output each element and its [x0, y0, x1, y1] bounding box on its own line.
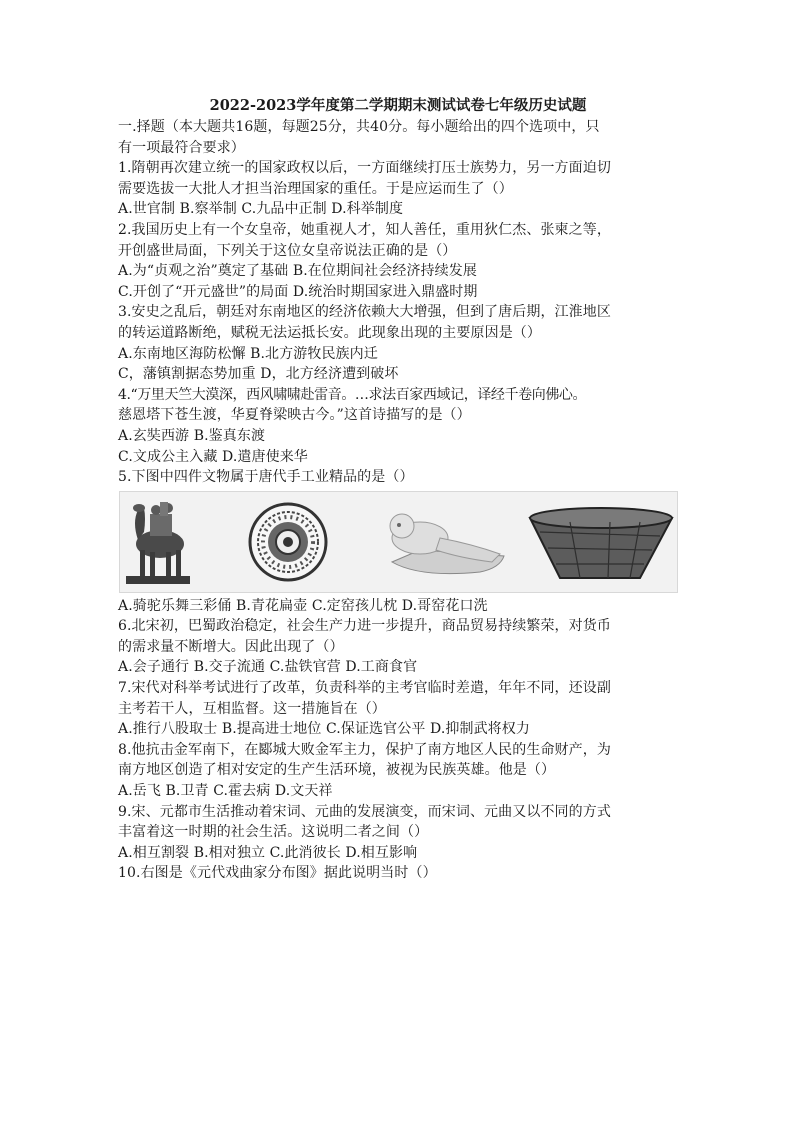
- question-4-options-row-1: A.玄奘西游 B.鉴真东渡: [118, 427, 266, 444]
- exam-page: [118, 96, 678, 884]
- question-6-options: A.会子通行 B.交子流通 C.盐铁官营 D.工商食官: [118, 659, 418, 676]
- artifacts-figure: [119, 491, 678, 593]
- ding-kiln-pillow-image: [390, 514, 504, 574]
- exam-title: 2022-2023学年度第二学期期末测试试卷七年级历史试题: [209, 97, 587, 114]
- question-1-stem-line-2: 需要选拔一大批人才担当治理国家的重任。于是应运而生了（）: [118, 180, 513, 197]
- question-2-options-row-2: C.开创了“开元盛世”的局面 D.统治时期国家进入鼎盛时期: [118, 283, 478, 300]
- question-6-stem-line-1: 6.北宋初，巴蜀政治稳定，社会生产力进一步提升，商品贸易持续繁荣，对货币: [118, 618, 611, 635]
- question-9-stem-line-2: 丰富着这一时期的社会生活。这说明二者之间（）: [118, 824, 429, 841]
- question-3-options-row-1: A.东南地区海防松懈 B.北方游牧民族内迁: [118, 345, 378, 362]
- question-7-options: A.推行八股取士 B.提高进士地位 C.保证选官公平 D.抑制武将权力: [118, 721, 530, 738]
- question-2-stem-line-2: 开创盛世局面，下列关于这位女皇帝说法正确的是（）: [118, 242, 457, 259]
- question-6-stem-line-2: 的需求量不断增大。因此出现了（）: [118, 638, 344, 655]
- section-heading-line-2: 有一项最符合要求）: [118, 139, 245, 156]
- question-5-stem: 5.下图中四件文物属于唐代手工业精品的是（）: [118, 469, 414, 486]
- question-7-stem-line-2: 主考若干人，互相监督。这一措施旨在（）: [118, 700, 386, 717]
- question-3-options-row-2: C，藩镇割据态势加重 D，北方经济遭到破坏: [118, 366, 399, 383]
- question-5-options: A.骑驼乐舞三彩俑 B.青花扁壶 C.定窑孩儿枕 D.哥窑花口洗: [118, 597, 488, 614]
- question-9-options: A.相互割裂 B.相对独立 C.此消彼长 D.相互影响: [118, 844, 418, 861]
- question-4-options-row-2: C.文成公主入藏 D.遣唐使来华: [118, 448, 308, 465]
- question-3-stem-line-2: 的转运道路断绝，赋税无法运抵长安。此现象出现的主要原因是（）: [118, 324, 541, 341]
- question-2-stem-line-1: 2.我国历史上有一个女皇帝，她重视人才，知人善任，重用狄仁杰、张柬之等，: [118, 221, 611, 238]
- question-1-stem-line-1: 1.隋朝再次建立统一的国家政权以后，一方面继续打压士族势力，另一方面迫切: [118, 160, 611, 177]
- question-4-stem-line-1: 4.“万里天竺大漠深，西风啸啸赴雷音。…求法百家西域记，译经千卷向佛心。: [118, 386, 587, 403]
- section-heading-line-1: 一.择题（本大题共16题，每题25分，共40分。每小题给出的四个选项中，只: [118, 119, 600, 135]
- camel-figurine-image: [126, 502, 190, 584]
- question-10-stem: 10.右图是《元代戏曲家分布图》据此说明当时（）: [118, 865, 437, 882]
- question-8-options: A.岳飞 B.卫青 C.霍去病 D.文天祥: [118, 783, 333, 800]
- question-9-stem-line-1: 9.宋、元都市生活推动着宋词、元曲的发展演变，而宋词、元曲又以不同的方式: [118, 803, 611, 820]
- ge-kiln-washer-image: [530, 508, 672, 578]
- question-8-stem-line-2: 南方地区创造了相对安定的生产生活环境，被视为民族英雄。他是（）: [118, 762, 556, 779]
- question-2-options-row-1: A.为“贞观之治”奠定了基础 B.在位期间社会经济持续发展: [118, 263, 477, 280]
- question-7-stem-line-1: 7.宋代对科举考试进行了改革，负责科举的主考官临时差遣，年年不同，还设副: [118, 680, 611, 697]
- question-1-options: A.世官制 B.察举制 C.九品中正制 D.科举制度: [118, 201, 404, 218]
- blue-white-flask-image: [250, 504, 326, 580]
- question-4-stem-line-2: 慈恩塔下苍生渡，华夏脊梁映古今。”这首诗描写的是（）: [118, 407, 471, 424]
- question-8-stem-line-1: 8.他抗击金军南下，在郾城大败金军主力，保护了南方地区人民的生命财产，为: [118, 741, 611, 758]
- question-3-stem-line-1: 3.安史之乱后，朝廷对东南地区的经济依赖大大增强，但到了唐后期，江淮地区: [118, 304, 611, 321]
